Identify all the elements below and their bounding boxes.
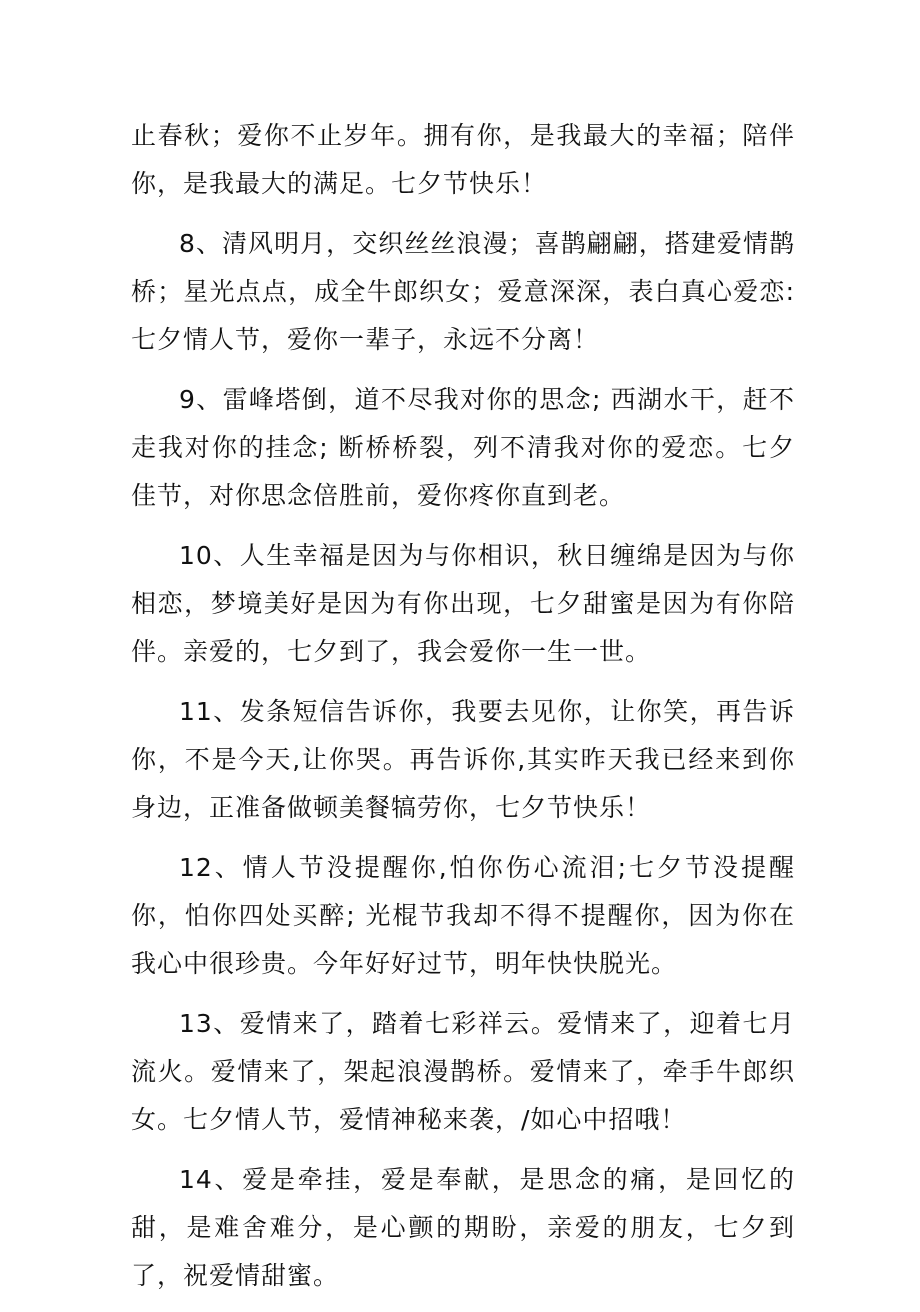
paragraph-item-11: 11、发条短信告诉你，我要去见你，让你笑，再告诉你，不是今天,让你哭。再告诉你,其实昨天我已经来到你身边，正准备做顿美餐犒劳你，七夕节快乐！: [131, 697, 795, 822]
paragraph-item-9: 9、雷峰塔倒，道不尽我对你的思念; 西湖水干，赶不走我对你的挂念; 断桥桥裂，列不清我对你的爱恋。七夕佳节，对你思念倍胜前，爱你疼你直到老。: [131, 385, 795, 510]
paragraph-item-12: 12、情人节没提醒你,怕你伤心流泪;七夕节没提醒你，怕你四处买醉; 光棍节我却不得不提醒你，因为你在我心中很珍贵。今年好好过节，明年快快脱光。: [131, 853, 795, 978]
paragraph-item-13: 13、爱情来了，踏着七彩祥云。爱情来了，迎着七月流火。爱情来了，架起浪漫鹊桥。爱情来了，牵手牛郎织女。七夕情人节，爱情神秘来袭，/如心中招哦！: [131, 1009, 795, 1134]
paragraph-continuation: 止春秋；爱你不止岁年。拥有你，是我最大的幸福；陪伴你，是我最大的满足。七夕节快乐！: [131, 121, 795, 198]
paragraph-item-8: 8、清风明月，交织丝丝浪漫；喜鹊翩翩，搭建爱情鹊桥；星光点点，成全牛郎织女；爱意深深，表白真心爱恋:七夕情人节，爱你一辈子，永远不分离！: [131, 229, 795, 354]
document-body: [131, 112, 795, 1312]
paragraph-item-10: 10、人生幸福是因为与你相识，秋日缠绵是因为与你相恋，梦境美好是因为有你出现，七夕甜蜜是因为有你陪伴。亲爱的，七夕到了，我会爱你一生一世。: [131, 541, 795, 666]
paragraph-item-14: 14、爱是牵挂，爱是奉献，是思念的痛，是回忆的甜，是难舍难分，是心颤的期盼，亲爱的朋友，七夕到了，祝爱情甜蜜。: [131, 1165, 795, 1290]
